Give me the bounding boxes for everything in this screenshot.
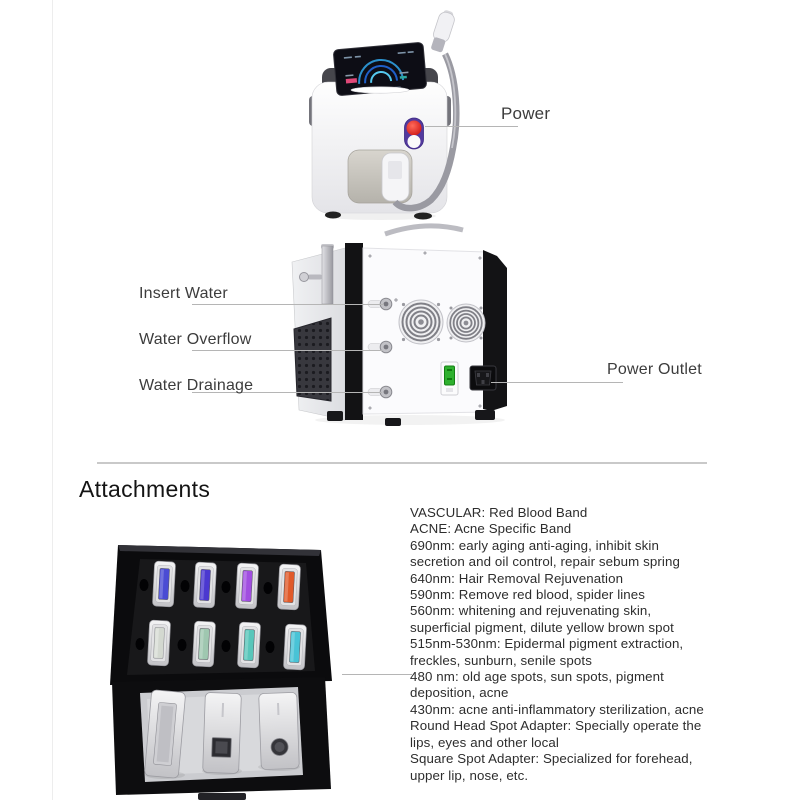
large-filter-plate <box>144 690 185 779</box>
filter-clear <box>147 620 170 666</box>
description-line: ACNE: Acne Specific Band <box>410 521 572 537</box>
filter-560nm <box>277 564 300 610</box>
front-foot-right <box>414 213 432 220</box>
back-foot-right <box>475 410 495 420</box>
pole-knob <box>300 273 309 282</box>
attachments-photo <box>100 523 410 800</box>
filter-640nm <box>193 562 216 608</box>
description-line: deposition, acne <box>410 685 509 701</box>
callout-insert-water-label: Insert Water <box>139 285 228 302</box>
description-line: upper lip, nose, etc. <box>410 767 529 783</box>
cooling-fan-right <box>447 304 485 342</box>
back-view-photo <box>275 222 535 427</box>
square-spot-adapter <box>203 692 242 773</box>
side-vent <box>294 318 331 401</box>
filter-690nm <box>152 561 175 607</box>
power-button <box>405 118 424 149</box>
power-outlet-leader-line <box>491 382 623 383</box>
description-line: 515nm-530nm: Epidermal pigment extraction, <box>410 636 684 652</box>
back-foot-left <box>327 411 343 421</box>
description-line: 640nm: Hair Removal Rejuvenation <box>410 570 624 586</box>
description-line: freckles, sunburn, senile spots <box>410 652 592 668</box>
handpiece-window <box>388 161 402 179</box>
filter-590nm <box>235 563 258 609</box>
speaker-slot <box>351 87 409 93</box>
rocker-switch <box>441 362 458 395</box>
power-outlet-socket <box>470 366 496 390</box>
water-overflow-leader-line <box>192 350 382 351</box>
power-leader-line <box>425 126 518 127</box>
description-line: 690nm: early aging anti-aging, inhibit skin <box>410 537 659 553</box>
description-line: superficial pigment, dilute yellow brown spot <box>410 619 674 635</box>
front-view-photo <box>295 8 465 223</box>
description-line: secretion and oil control, repair sebum spring <box>410 554 680 570</box>
front-foot-left <box>325 212 341 219</box>
attachments-heading: Attachments <box>79 476 211 502</box>
cable-loop-remnant <box>385 226 463 234</box>
filter-430nm <box>283 624 306 670</box>
callout-power-label: Power <box>501 104 551 123</box>
round-spot-adapter <box>259 692 300 769</box>
description-line: lips, eyes and other local <box>410 734 559 750</box>
cooling-fan-left <box>399 300 443 344</box>
insert-water-leader-line <box>192 304 384 305</box>
power-button-white-dot <box>408 135 421 148</box>
filter-530nm <box>192 621 215 667</box>
back-foot-mid <box>385 418 401 426</box>
handpiece-pole <box>322 246 333 304</box>
power-button-red-dot <box>407 121 422 136</box>
description-line: 560nm: whitening and rejuvenating skin, <box>410 603 652 619</box>
callout-water-overflow-label: Water Overflow <box>139 331 252 348</box>
handpiece-top <box>429 9 457 54</box>
description-line: Square Spot Adapter: Specialized for forehead, <box>410 751 693 767</box>
callout-power-outlet-label: Power Outlet <box>607 361 702 378</box>
attachments-description <box>410 505 732 784</box>
description-line: 590nm: Remove red blood, spider lines <box>410 587 646 603</box>
description-line: VASCULAR: Red Blood Band <box>410 505 588 520</box>
page-edge-line <box>52 0 53 800</box>
knob-stem <box>308 275 322 280</box>
attachments-leader-line <box>342 674 412 675</box>
description-line: 480 nm: old age spots, sun spots, pigment <box>410 669 664 685</box>
description-line: Round Head Spot Adapter: Specially operate the <box>410 718 702 734</box>
screen-pink-badge <box>346 78 357 83</box>
section-divider <box>97 462 707 464</box>
corner-strip-left <box>345 243 363 420</box>
description-line: 430nm: acne anti-inflammatory sterilization, acne <box>410 701 704 717</box>
box-bottom-edge <box>198 793 246 800</box>
filter-480nm <box>237 622 260 668</box>
callout-water-drainage-label: Water Drainage <box>139 377 254 394</box>
